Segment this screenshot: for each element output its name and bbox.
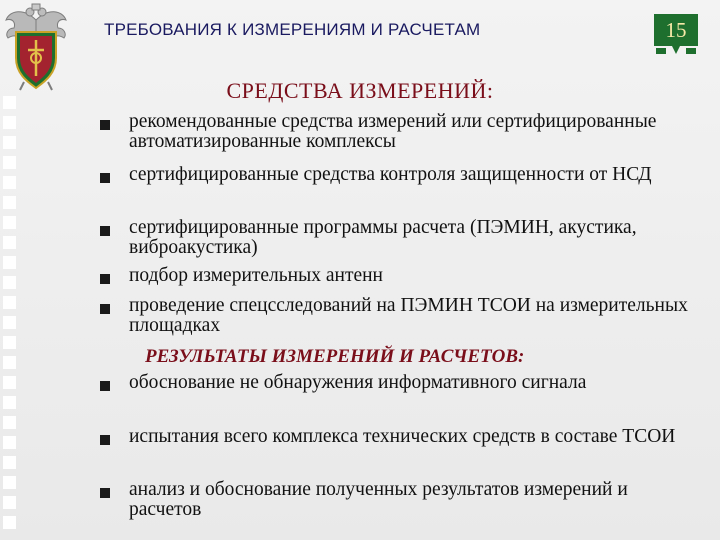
bullet-icon <box>100 274 110 284</box>
list-item-text: сертифицированные программы расчета (ПЭМИН, акустика, виброакустика) <box>129 217 637 258</box>
list-item-text: анализ и обоснование полученных результатов измерений и расчетов <box>129 479 628 520</box>
list-item-text: испытания всего комплекса технических средств в составе ТСОИ <box>129 426 676 447</box>
list-item <box>100 266 700 286</box>
section-heading-results: РЕЗУЛЬТАТЫ ИЗМЕРЕНИЙ И РАСЧЕТОВ: <box>145 346 525 367</box>
bullet-icon <box>100 304 110 314</box>
bullet-icon <box>100 226 110 236</box>
bullet-icon <box>100 120 110 130</box>
list-item-text: проведение спецсследований на ПЭМИН ТСОИ на измерительных площадках <box>129 295 688 336</box>
list-item <box>100 112 700 152</box>
bullet-icon <box>100 173 110 183</box>
list-item <box>100 296 700 336</box>
page-number: 15 <box>665 18 687 42</box>
bullet-icon <box>100 488 110 498</box>
page-title: ТРЕБОВАНИЯ К ИЗМЕРЕНИЯМ И РАСЧЕТАМ <box>104 20 481 39</box>
list-item <box>100 427 700 467</box>
section-heading-instruments: СРЕДСТВА ИЗМЕРЕНИЙ: <box>226 78 494 103</box>
list-item-text: рекомендованные средства измерений или сертифицированные автоматизированные комплексы <box>129 111 657 152</box>
bullet-icon <box>100 435 110 445</box>
list-item <box>100 218 700 258</box>
list-item-text: сертифицированные средства контроля защищенности от НСД <box>129 164 652 185</box>
list-item-text: обоснование не обнаружения информативного сигнала <box>129 372 587 393</box>
list-item <box>100 480 700 520</box>
list-item <box>100 373 700 413</box>
list-item <box>100 165 700 205</box>
list-item-text: подбор измерительных антенн <box>129 265 383 286</box>
bullet-icon <box>100 381 110 391</box>
